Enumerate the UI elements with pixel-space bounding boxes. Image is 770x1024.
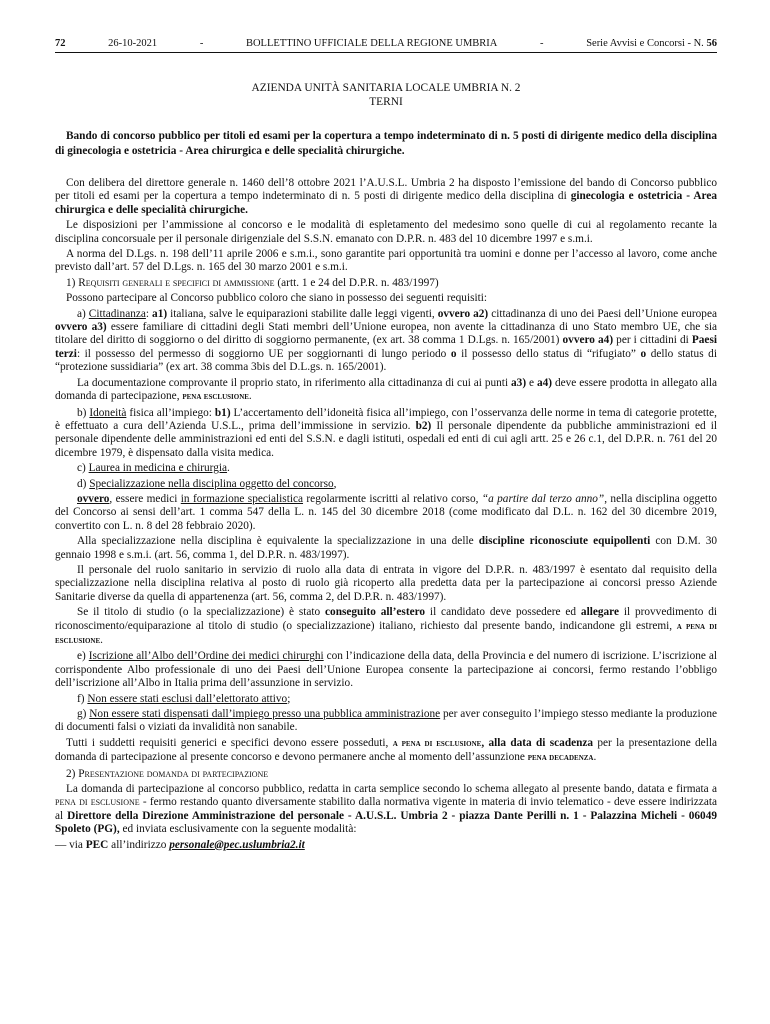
- notice-body: [55, 177, 717, 852]
- bold-text: ovvero a4): [562, 334, 614, 347]
- text: per aver conseguito l’impiego stesso mediante la produzione di documenti falsi o viziati da invalidità non sanabile.: [55, 708, 717, 734]
- small-caps-text: a pena di esclusione: [55, 621, 718, 646]
- small-caps-text: pena di esclusione: [55, 796, 140, 809]
- text: g): [77, 708, 90, 721]
- bold-text: a4): [536, 376, 553, 389]
- text: La documentazione comprovante il proprio stato, in riferimento alla cittadinanza di cui ai punti: [77, 376, 512, 389]
- text: regolarmente iscritti al relativo corso,: [303, 492, 482, 505]
- text: Tutti i suddetti requisiti generici e specifici devono essere posseduti,: [66, 736, 393, 749]
- paragraph-alternative-training: [55, 493, 717, 533]
- series-label: Serie Avvisi e Concorsi - N.: [586, 38, 704, 49]
- bold-text: a1): [152, 307, 168, 320]
- underlined-text: Specializzazione nella disciplina oggetto del concorso: [89, 477, 334, 490]
- header-date: 26-10-2021: [108, 38, 158, 49]
- bold-text: b1): [214, 406, 231, 419]
- text: il possesso dello status di “rifugiato”: [456, 347, 641, 360]
- requirement-g-dismissal: [55, 708, 717, 735]
- text: , essere medici: [109, 492, 181, 505]
- bold-text: discipline riconosciute equipollenti: [478, 535, 651, 548]
- bold-text: o: [450, 347, 457, 360]
- section-heading-application: [55, 768, 717, 781]
- bold-text: PEC: [85, 838, 109, 851]
- text: deve essere prodotta in allegato alla domanda di partecipazione,: [55, 376, 717, 403]
- page-header: [55, 38, 717, 53]
- section-number: 2): [66, 767, 76, 780]
- publication-name: BOLLETTINO UFFICIALE DELLA REGIONE UMBRIA: [245, 38, 498, 49]
- text: e): [77, 650, 89, 663]
- requirement-c-degree: [55, 462, 717, 475]
- paragraph-staff-exemption: Il personale del ruolo sanitario in servizio di ruolo alla data di entrata in vigore del D.P.R. n. 483/1997 è esentato dal requisito della specializzazione nella disciplina relativa al posto di ruolo già ricoperto alla predetta data per la partecipazione ai concorsi presso Aziende Sanitarie diverse da quella di appartenenza (art. 56, comma 2, del D.P.R. n. 483/1997).: [55, 563, 717, 603]
- small-caps-text: pena decadenza: [527, 753, 594, 764]
- requirement-e-registration: [55, 650, 717, 690]
- text: f): [77, 692, 88, 705]
- text: b): [77, 406, 90, 419]
- document-page: [55, 38, 717, 854]
- bold-underlined-text: ovvero: [77, 492, 110, 505]
- text: e: [526, 376, 537, 389]
- text: per la presentazione della domanda di partecipazione al presente concorso e devono permanere anche al momento dell’assunzione: [55, 736, 717, 764]
- text: Il personale dipendente da pubbliche amministrazioni ed il personale dipendente delle amministrazioni ed enti del S.S.N. e dagli istituti, ospedali ed enti di cui agli artt. 25 e 26 c.1, del D.P.R. n. 761 del 20 dicembre 1979, è dispensato dalla visita medica.: [55, 419, 717, 459]
- small-caps-text: pena esclusione: [182, 392, 249, 403]
- paragraph-intro-requirements: Possono partecipare al Concorso pubblico coloro che siano in possesso dei seguenti requisiti:: [66, 292, 488, 305]
- paragraph-foreign-title: [55, 606, 717, 648]
- paragraph-all-requirements: [55, 737, 717, 766]
- text: italiana, salve le equiparazioni stabilite dalle leggi vigenti,: [167, 307, 438, 320]
- text: Alla specializzazione nella disciplina è equivalente la specializzazione in una delle: [77, 535, 479, 548]
- notice-title: Bando di concorso pubblico per titoli ed esami per la copertura a tempo indeterminato di n. 5 posti di dirigente medico della disciplina di ginecologia e ostetricia - Area chirurgica e delle specialità chirurgiche.: [55, 130, 717, 157]
- paragraph-equal-opportunity: A norma del D.Lgs. n. 198 dell’11 aprile 2006 e s.m.i., sono garantite pari opportunità tra uomini e donne per l’accesso al lavoro, come anche previsto dall’art. 57 del D.Lgs. n. 165 del 30 marzo 2001 e s.m.i.: [55, 248, 717, 274]
- text: a): [77, 307, 89, 320]
- bold-text: allegare: [580, 606, 619, 619]
- section-heading-requirements: [55, 277, 717, 290]
- bold-text: Direttore della Direzione Amministrazione del personale - A.U.S.L. Umbria 2 - piazza Dante Perilli n. 1 - Palazzina Micheli - 06049 Spoleto (PG),: [55, 809, 718, 836]
- header-separator: -: [540, 38, 544, 49]
- section-title: Presentazione domanda di partecipazione: [78, 767, 269, 780]
- underlined-text: Cittadinanza: [88, 307, 146, 320]
- text: :: [145, 307, 153, 320]
- text: : il possesso del permesso di soggiorno UE per soggiornanti di lungo periodo: [76, 347, 451, 360]
- text: il candidato deve possedere ed: [425, 606, 581, 619]
- requirement-f-electorate: [55, 693, 717, 706]
- text: all’indirizzo: [108, 838, 170, 851]
- text: Con delibera del direttore generale n. 1460 dell’8 ottobre 2021 l’A.U.S.L. Umbria 2 ha disposto l’emissione del bando di Concorso pubblico per titoli ed esami per la copertura a tempo indeterminato di n. 5 posti di dirigente medico della disciplina di: [55, 177, 717, 203]
- text: .: [100, 634, 103, 646]
- page-number: 72: [55, 38, 66, 49]
- text: ,: [333, 477, 337, 490]
- bold-text: ginecologia e ostetricia - Area chirurgica e delle specialità chirurgiche.: [55, 190, 718, 216]
- text: .: [593, 751, 597, 764]
- paragraph-equivalence: [55, 535, 717, 562]
- italic-text: “a partire dal terzo anno”: [481, 492, 605, 505]
- text: con l’indicazione della data, della Provincia e del numero di iscrizione. L’iscrizione al corrispondente Albo professionale di uno dei Paesi dell’Unione Europea consente la partecipazione ai concorsi, fermo restando l’obbligo dell’iscrizione all’Albo in Italia prima dell’assunzione in servizio.: [55, 650, 718, 690]
- requirement-d-specialization: [55, 478, 717, 491]
- text: con D.M. 30 gennaio 1998 e s.m.i. (art. 56, comma 1, del D.P.R. n. 483/1997).: [55, 535, 717, 561]
- bold-text: a3): [511, 376, 527, 389]
- series-info: [586, 38, 717, 49]
- underlined-text: Laurea in medicina e chirurgia: [88, 462, 228, 475]
- paragraph-pec: [55, 839, 717, 852]
- underlined-text: Iscrizione all’Albo dell’Ordine dei medici chirurghi: [88, 650, 324, 663]
- paragraph-deliberation: [55, 177, 717, 217]
- bold-text: conseguito all’estero: [325, 606, 426, 619]
- section-title: Requisiti generali e specifici di ammissione: [78, 276, 275, 289]
- underlined-text: Idoneità: [89, 406, 127, 419]
- text: fisica all’impiego:: [126, 406, 215, 419]
- text: c): [77, 462, 89, 475]
- requirement-a-citizenship: [55, 308, 717, 375]
- text: L’accertamento dell’idoneità fisica all’impiego, con l’osservanza delle norme in tema di categorie protette, è effettuato a cura dell’Azienda U.S.L., prima dell’immissione in servizio.: [55, 406, 717, 432]
- text: d): [77, 477, 90, 490]
- bold-text: , alla data di scadenza: [481, 736, 594, 749]
- text: ed inviata esclusivamente con la seguente modalità:: [119, 823, 357, 836]
- text: .: [227, 462, 230, 475]
- paragraph-documentation: [55, 377, 717, 405]
- text: .: [248, 390, 252, 403]
- text: Se il titolo di studio (o la specializzazione) è stato: [77, 606, 326, 619]
- text: per i cittadini di: [613, 334, 692, 347]
- bold-text: ovvero a2): [437, 307, 489, 320]
- underlined-text: Non essere stati dispensati dall’impiego presso una pubblica amministrazione: [89, 708, 441, 721]
- text: il provvedimento di riconoscimento/equiparazione al titolo di studio (o specializzazione) italiano, richiesto dal presente bando, indicandone gli estremi,: [55, 606, 717, 632]
- text: La domanda di partecipazione al concorso pubblico, redatta in carta semplice secondo lo schema allegato al presente bando, datata e firmata a: [66, 783, 717, 796]
- underlined-text: in formazione specialistica: [180, 492, 304, 505]
- text: — via: [55, 838, 86, 851]
- small-caps-text: a pena di esclusione: [392, 738, 482, 749]
- text: dello status di “protezione sussidiaria” (ex art. 38 comma 3bis del D.L.gs. n. 165/2001).: [55, 347, 717, 374]
- bold-text: ovvero a3): [55, 321, 107, 334]
- organization-heading: [55, 81, 717, 109]
- issue-number: 56: [706, 38, 717, 49]
- pec-email-link[interactable]: personale@pec.uslumbria2.it: [169, 838, 305, 851]
- section-reference: (artt. 1 e 24 del D.P.R. n. 483/1997): [277, 276, 439, 289]
- text: cittadinanza di uno dei Paesi dell’Unione europea: [488, 307, 717, 320]
- bold-text: o: [640, 347, 647, 360]
- bold-text: Paesi terzi: [55, 334, 717, 360]
- organization-city: TERNI: [369, 96, 403, 108]
- bold-text: b2): [415, 419, 432, 432]
- text: ;: [287, 692, 291, 705]
- requirement-b-fitness: [55, 407, 717, 461]
- text: - fermo restando quanto diversamente stabilito dalla normativa vigente in materia di invio telematico - deve essere indirizzata al: [55, 796, 717, 822]
- paragraph-regulations: Le disposizioni per l’ammissione al concorso e le modalità di espletamento del medesimo sono quelle di cui al regolamento recante la disciplina concorsuale per il personale dirigenziale del S.S.N. emanato con D.P.R. n. 483 del 10 dicembre 1997 e s.m.i.: [55, 219, 717, 245]
- text: essere familiare di cittadini degli Stati membri dell’Unione europea, non avente la cittadinanza di uno Stato membro UE, che sia titolare del diritto di soggiorno o del diritto di soggiorno permanente, (ex art. 38 comma 1 D.Lgs. n. 165/2001): [55, 321, 717, 347]
- header-separator: -: [199, 38, 204, 49]
- underlined-text: Non essere stati esclusi dall’elettorato attivo: [87, 692, 288, 705]
- paragraph-application: [55, 783, 717, 837]
- organization-name: AZIENDA UNITÀ SANITARIA LOCALE UMBRIA N. 2: [251, 82, 521, 94]
- section-number: 1): [66, 276, 76, 289]
- text: , nella disciplina oggetto del Concorso ai sensi dell’art. 1 comma 547 della L. n. 145 del 30 dicembre 2018 (come modificato dal D.L. n. 162 del 30 dicembre 2019, convertito con L. n. 8 del 28 febbraio 2020).: [55, 492, 717, 532]
